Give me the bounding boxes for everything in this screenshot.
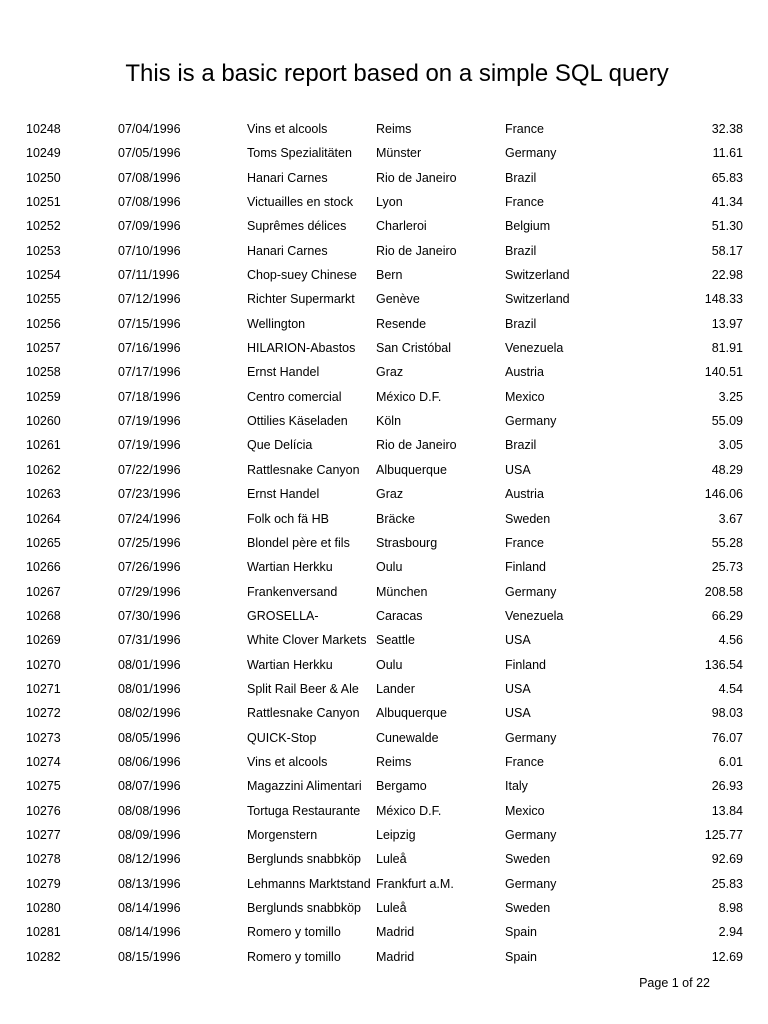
table-row <box>0 726 768 750</box>
city-cell: México D.F. <box>376 803 442 818</box>
customer-name-cell: White Clover Markets <box>247 633 367 648</box>
amount-cell: 55.09 <box>711 414 743 429</box>
order-id-cell: 10276 <box>26 803 61 818</box>
order-id-cell: 10281 <box>26 925 61 940</box>
order-id-cell: 10253 <box>26 243 61 258</box>
amount-cell: 6.01 <box>718 754 743 769</box>
order-date-cell: 07/12/1996 <box>118 292 181 307</box>
amount-cell: 32.38 <box>711 122 743 136</box>
customer-name-cell: HILARION-Abastos <box>247 341 356 356</box>
table-row <box>0 117 768 141</box>
city-cell: Reims <box>376 754 412 769</box>
country-cell: Switzerland <box>505 292 570 307</box>
order-date-cell: 07/29/1996 <box>118 584 181 599</box>
amount-cell: 66.29 <box>711 608 743 623</box>
amount-cell: 140.51 <box>704 365 743 380</box>
amount-cell: 41.34 <box>711 195 743 210</box>
order-id-cell: 10266 <box>26 560 61 575</box>
amount-cell: 148.33 <box>704 292 743 307</box>
country-cell: Finland <box>505 560 546 575</box>
order-id-cell: 10250 <box>26 170 61 185</box>
customer-name-cell: QUICK-Stop <box>247 730 317 745</box>
table-row <box>0 531 768 555</box>
order-id-cell: 10268 <box>26 608 61 623</box>
customer-name-cell: GROSELLA- <box>247 608 319 623</box>
order-id-cell: 10248 <box>26 122 61 136</box>
order-date-cell: 07/23/1996 <box>118 487 181 502</box>
order-date-cell: 07/15/1996 <box>118 316 181 331</box>
city-cell: Oulu <box>376 560 403 575</box>
country-cell: Brazil <box>505 170 537 185</box>
amount-cell: 13.84 <box>711 803 743 818</box>
customer-name-cell: Ernst Handel <box>247 365 320 380</box>
order-date-cell: 08/08/1996 <box>118 803 181 818</box>
order-id-cell: 10271 <box>26 681 61 696</box>
customer-name-cell: Wellington <box>247 316 306 331</box>
country-cell: USA <box>505 681 531 696</box>
order-date-cell: 07/31/1996 <box>118 633 181 648</box>
country-cell: Germany <box>505 584 557 599</box>
customer-name-cell: Hanari Carnes <box>247 170 328 185</box>
table-row <box>0 287 768 311</box>
order-id-cell: 10249 <box>26 146 61 161</box>
amount-cell: 48.29 <box>711 462 743 477</box>
order-date-cell: 07/10/1996 <box>118 243 181 258</box>
customer-name-cell: Romero y tomillo <box>247 925 341 940</box>
customer-name-cell: Victuailles en stock <box>247 195 354 210</box>
order-id-cell: 10258 <box>26 365 61 380</box>
country-cell: Venezuela <box>505 341 564 356</box>
customer-name-cell: Wartian Herkku <box>247 657 333 672</box>
order-id-cell: 10261 <box>26 438 61 453</box>
city-cell: Frankfurt a.M. <box>376 876 454 891</box>
order-id-cell: 10255 <box>26 292 61 307</box>
city-cell: Köln <box>376 414 402 429</box>
order-date-cell: 08/14/1996 <box>118 901 181 915</box>
city-cell: Münster <box>376 146 422 161</box>
table-row <box>0 141 768 165</box>
order-id-cell: 10274 <box>26 754 61 769</box>
order-date-cell: 07/04/1996 <box>118 122 181 136</box>
city-cell: Leipzig <box>376 827 416 842</box>
order-date-cell: 07/08/1996 <box>118 170 181 185</box>
order-date-cell: 07/24/1996 <box>118 511 181 526</box>
customer-name-cell: Ottilies Käseladen <box>247 414 348 429</box>
country-cell: Finland <box>505 657 546 672</box>
customer-name-cell: Rattlesnake Canyon <box>247 706 360 721</box>
amount-cell: 58.17 <box>711 243 743 258</box>
city-cell: Bräcke <box>376 511 415 526</box>
order-date-cell: 07/19/1996 <box>118 438 181 453</box>
city-cell: Bergamo <box>376 779 427 794</box>
order-id-cell: 10263 <box>26 487 61 502</box>
customer-name-cell: Blondel père et fils <box>247 535 350 550</box>
customer-name-cell: Suprêmes délices <box>247 219 347 234</box>
table-row <box>0 507 768 531</box>
table-row <box>0 823 768 847</box>
order-id-cell: 10267 <box>26 584 61 599</box>
amount-cell: 25.83 <box>711 876 743 891</box>
country-cell: Spain <box>505 925 537 940</box>
order-id-cell: 10264 <box>26 511 61 526</box>
table-row <box>0 677 768 701</box>
amount-cell: 2.94 <box>718 925 743 940</box>
customer-name-cell: Chop-suey Chinese <box>247 268 357 283</box>
customer-name-cell: Magazzini Alimentari <box>247 779 362 794</box>
country-cell: Venezuela <box>505 608 564 623</box>
country-cell: France <box>505 195 544 210</box>
city-cell: Graz <box>376 365 404 380</box>
table-row <box>0 433 768 457</box>
city-cell: Lyon <box>376 195 403 210</box>
order-date-cell: 08/01/1996 <box>118 657 181 672</box>
amount-cell: 136.54 <box>704 657 743 672</box>
city-cell: Lander <box>376 681 415 696</box>
customer-name-cell: Folk och fä HB <box>247 511 329 526</box>
city-cell: Graz <box>376 487 404 502</box>
table-row <box>0 774 768 798</box>
table-row <box>0 920 768 944</box>
order-id-cell: 10278 <box>26 852 61 867</box>
order-date-cell: 08/06/1996 <box>118 754 181 769</box>
customer-name-cell: Berglunds snabbköp <box>247 852 361 867</box>
customer-name-cell: Hanari Carnes <box>247 243 328 258</box>
city-cell: Oulu <box>376 657 403 672</box>
table-row <box>0 750 768 774</box>
order-date-cell: 08/13/1996 <box>118 876 181 891</box>
report-table <box>0 117 768 969</box>
country-cell: France <box>505 535 544 550</box>
table-row <box>0 847 768 871</box>
city-cell: Luleå <box>376 852 407 867</box>
customer-name-cell: Lehmanns Marktstand <box>247 876 371 891</box>
table-row <box>0 482 768 506</box>
amount-cell: 22.98 <box>711 268 743 283</box>
customer-name-cell: Wartian Herkku <box>247 560 333 575</box>
order-id-cell: 10272 <box>26 706 61 721</box>
country-cell: Mexico <box>505 803 545 818</box>
amount-cell: 3.05 <box>718 438 743 453</box>
order-id-cell: 10262 <box>26 462 61 477</box>
customer-name-cell: Romero y tomillo <box>247 949 341 964</box>
order-date-cell: 07/26/1996 <box>118 560 181 575</box>
table-row <box>0 312 768 336</box>
order-date-cell: 08/01/1996 <box>118 681 181 696</box>
amount-cell: 65.83 <box>711 170 743 185</box>
amount-cell: 76.07 <box>711 730 743 745</box>
order-date-cell: 07/30/1996 <box>118 608 181 623</box>
amount-cell: 81.91 <box>711 341 743 356</box>
city-cell: San Cristóbal <box>376 341 452 356</box>
order-id-cell: 10256 <box>26 316 61 331</box>
customer-name-cell: Frankenversand <box>247 584 338 599</box>
amount-cell: 3.25 <box>718 389 743 404</box>
order-id-cell: 10280 <box>26 901 61 915</box>
customer-name-cell: Centro comercial <box>247 389 342 404</box>
country-cell: Austria <box>505 365 544 380</box>
customer-name-cell: Vins et alcools <box>247 754 328 769</box>
country-cell: Brazil <box>505 316 537 331</box>
order-date-cell: 07/17/1996 <box>118 365 181 380</box>
city-cell: Luleå <box>376 901 407 915</box>
country-cell: Austria <box>505 487 544 502</box>
table-row <box>0 653 768 677</box>
order-id-cell: 10251 <box>26 195 61 210</box>
amount-cell: 4.56 <box>718 633 743 648</box>
amount-cell: 146.06 <box>704 487 743 502</box>
city-cell: München <box>376 584 428 599</box>
table-row <box>0 263 768 287</box>
amount-cell: 208.58 <box>704 584 743 599</box>
table-row <box>0 580 768 604</box>
amount-cell: 8.98 <box>718 901 743 915</box>
amount-cell: 26.93 <box>711 779 743 794</box>
order-date-cell: 08/12/1996 <box>118 852 181 867</box>
amount-cell: 25.73 <box>711 560 743 575</box>
customer-name-cell: Rattlesnake Canyon <box>247 462 360 477</box>
customer-name-cell: Richter Supermarkt <box>247 292 355 307</box>
order-id-cell: 10275 <box>26 779 61 794</box>
city-cell: Bern <box>376 268 403 283</box>
city-cell: Caracas <box>376 608 423 623</box>
table-row <box>0 239 768 263</box>
order-date-cell: 07/09/1996 <box>118 219 181 234</box>
order-date-cell: 08/15/1996 <box>118 949 181 964</box>
order-id-cell: 10277 <box>26 827 61 842</box>
country-cell: Spain <box>505 949 537 964</box>
country-cell: Italy <box>505 779 528 794</box>
city-cell: Madrid <box>376 949 415 964</box>
city-cell: Rio de Janeiro <box>376 438 457 453</box>
city-cell: Cunewalde <box>376 730 439 745</box>
city-cell: México D.F. <box>376 389 442 404</box>
customer-name-cell: Vins et alcools <box>247 122 328 136</box>
customer-name-cell: Morgenstern <box>247 827 318 842</box>
table-row <box>0 872 768 896</box>
order-date-cell: 07/22/1996 <box>118 462 181 477</box>
table-row <box>0 166 768 190</box>
order-date-cell: 08/07/1996 <box>118 779 181 794</box>
report-title: This is a basic report based on a simple SQL query <box>125 60 669 87</box>
city-cell: Resende <box>376 316 427 331</box>
table-row <box>0 604 768 628</box>
order-date-cell: 07/18/1996 <box>118 389 181 404</box>
table-row <box>0 896 768 920</box>
table-row <box>0 409 768 433</box>
country-cell: France <box>505 122 544 136</box>
table-row <box>0 360 768 384</box>
city-cell: Rio de Janeiro <box>376 170 457 185</box>
country-cell: Brazil <box>505 243 537 258</box>
table-row <box>0 701 768 725</box>
country-cell: Germany <box>505 730 557 745</box>
order-date-cell: 07/05/1996 <box>118 146 181 161</box>
table-row <box>0 799 768 823</box>
city-cell: Strasbourg <box>376 535 438 550</box>
country-cell: Brazil <box>505 438 537 453</box>
city-cell: Genève <box>376 292 420 307</box>
amount-cell: 92.69 <box>711 852 743 867</box>
amount-cell: 55.28 <box>711 535 743 550</box>
order-date-cell: 07/25/1996 <box>118 535 181 550</box>
table-row <box>0 628 768 652</box>
customer-name-cell: Tortuga Restaurante <box>247 803 361 818</box>
order-date-cell: 07/16/1996 <box>118 341 181 356</box>
page-number: Page 1 of 22 <box>639 976 710 990</box>
country-cell: USA <box>505 633 531 648</box>
order-date-cell: 08/02/1996 <box>118 706 181 721</box>
amount-cell: 125.77 <box>704 827 743 842</box>
amount-cell: 3.67 <box>718 511 743 526</box>
amount-cell: 12.69 <box>711 949 743 964</box>
order-date-cell: 07/08/1996 <box>118 195 181 210</box>
city-cell: Albuquerque <box>376 462 447 477</box>
order-date-cell: 07/19/1996 <box>118 414 181 429</box>
order-date-cell: 07/11/1996 <box>118 268 180 283</box>
amount-cell: 4.54 <box>718 681 743 696</box>
country-cell: Sweden <box>505 511 551 526</box>
country-cell: Sweden <box>505 901 551 915</box>
order-date-cell: 08/14/1996 <box>118 925 181 940</box>
city-cell: Albuquerque <box>376 706 447 721</box>
order-id-cell: 10254 <box>26 268 61 283</box>
country-cell: France <box>505 754 544 769</box>
order-id-cell: 10270 <box>26 657 61 672</box>
country-cell: Germany <box>505 414 557 429</box>
customer-name-cell: Berglunds snabbköp <box>247 901 361 915</box>
customer-name-cell: Toms Spezialitäten <box>247 146 352 161</box>
order-id-cell: 10260 <box>26 414 61 429</box>
amount-cell: 98.03 <box>711 706 743 721</box>
table-row <box>0 385 768 409</box>
country-cell: Germany <box>505 827 557 842</box>
city-cell: Reims <box>376 122 412 136</box>
customer-name-cell: Ernst Handel <box>247 487 320 502</box>
country-cell: Switzerland <box>505 268 570 283</box>
customer-name-cell: Que Delícia <box>247 438 313 453</box>
order-id-cell: 10257 <box>26 341 61 356</box>
city-cell: Madrid <box>376 925 415 940</box>
amount-cell: 13.97 <box>711 316 743 331</box>
table-row <box>0 336 768 360</box>
order-id-cell: 10273 <box>26 730 61 745</box>
table-row <box>0 945 768 969</box>
city-cell: Seattle <box>376 633 415 648</box>
country-cell: Germany <box>505 876 557 891</box>
country-cell: USA <box>505 462 531 477</box>
order-id-cell: 10252 <box>26 219 61 234</box>
order-id-cell: 10269 <box>26 633 61 648</box>
order-date-cell: 08/09/1996 <box>118 827 181 842</box>
city-cell: Rio de Janeiro <box>376 243 457 258</box>
country-cell: Belgium <box>505 219 551 234</box>
order-id-cell: 10259 <box>26 389 61 404</box>
country-cell: USA <box>505 706 531 721</box>
customer-name-cell: Split Rail Beer & Ale <box>247 681 359 696</box>
table-row <box>0 190 768 214</box>
country-cell: Sweden <box>505 852 551 867</box>
table-row <box>0 555 768 579</box>
order-id-cell: 10279 <box>26 876 61 891</box>
city-cell: Charleroi <box>376 219 427 234</box>
table-row <box>0 458 768 482</box>
order-id-cell: 10265 <box>26 535 61 550</box>
amount-cell: 51.30 <box>711 219 743 234</box>
amount-cell: 11.61 <box>712 146 743 161</box>
order-id-cell: 10282 <box>26 949 61 964</box>
country-cell: Germany <box>505 146 557 161</box>
table-row <box>0 214 768 238</box>
country-cell: Mexico <box>505 389 545 404</box>
order-date-cell: 08/05/1996 <box>118 730 181 745</box>
